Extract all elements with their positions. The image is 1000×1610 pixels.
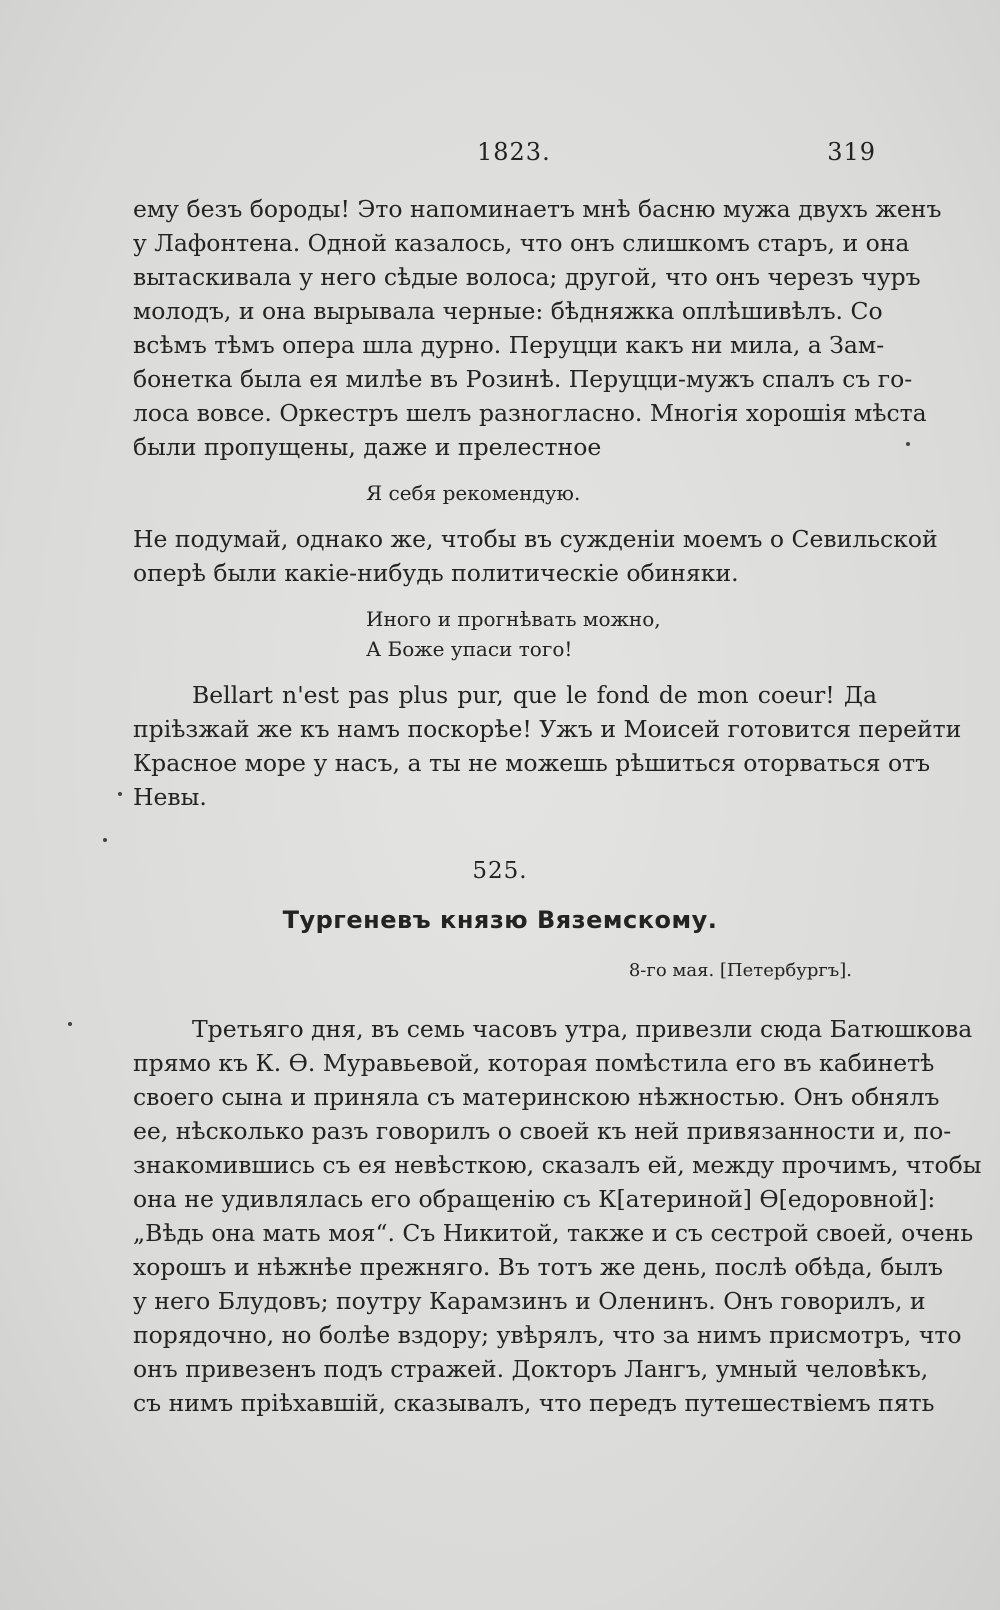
letter-number: 525.	[472, 858, 528, 884]
verse-line: А Боже упаси того!	[366, 637, 573, 661]
text-line: съ нимъ пріѣхавшій, сказывалъ, что передъ путешествіемъ пять	[133, 1389, 935, 1417]
text-line: были пропущены, даже и прелестное	[133, 433, 602, 461]
letter-title: Тургеневъ князю Вяземскому.	[282, 906, 718, 934]
ink-speck	[103, 838, 107, 842]
text-line: Bellart n'est pas plus pur, que le fond de mon coeur! Да	[192, 681, 877, 709]
text-line: молодъ, и она вырывала черные: бѣдняжка оплѣшивѣлъ. Со	[133, 297, 883, 325]
letter-date: 8-го мая. [Петербургъ].	[628, 960, 852, 981]
text-line: у него Блудовъ; поутру Карамзинъ и Оленинъ. Онъ говорилъ, и	[133, 1287, 926, 1315]
text-line: „Вѣдь она мать моя“. Съ Никитой, также и съ сестрой своей, очень	[133, 1219, 974, 1247]
text-line: онъ привезенъ подъ стражей. Докторъ Лангъ, умный человѣкъ,	[133, 1355, 929, 1383]
text-line: хорошъ и нѣжнѣе прежняго. Въ тотъ же день, послѣ обѣда, былъ	[133, 1253, 943, 1281]
ink-speck	[68, 1022, 72, 1026]
text-line: своего сына и приняла съ материнскою нѣжностью. Онъ обнялъ	[133, 1083, 940, 1111]
page-number: 319	[827, 138, 876, 166]
header-year: 1823.	[477, 138, 551, 166]
text-line: Не подумай, однако же, чтобы въ сужденіи моемъ о Севильской	[133, 525, 938, 553]
verse-line: Я себя рекомендую.	[366, 481, 581, 505]
text-line: оперѣ были какіе-нибудь политическіе обиняки.	[133, 559, 739, 587]
text-line: знакомившись съ ея невѣсткою, сказалъ ей, между прочимъ, чтобы	[133, 1151, 982, 1179]
text-line: ее, нѣсколько разъ говорилъ о своей къ ней привязанности и, по-	[133, 1117, 952, 1145]
text-line: порядочно, но болѣе вздору; увѣрялъ, что за нимъ присмотръ, что	[133, 1321, 962, 1349]
text-line: у Лафонтена. Одной казалось, что онъ слишкомъ старъ, и она	[133, 229, 910, 257]
text-line: всѣмъ тѣмъ опера шла дурно. Перуцци какъ ни мила, а Зам-	[133, 331, 885, 359]
running-header	[132, 138, 876, 172]
ink-speck	[906, 442, 910, 446]
text-line: ему безъ бороды! Это напоминаетъ мнѣ басню мужа двухъ женъ	[133, 195, 942, 223]
text-line: вытаскивала у него сѣдые волоса; другой, что онъ черезъ чуръ	[133, 263, 921, 291]
text-line: бонетка была ея милѣе въ Розинѣ. Перуцци-мужъ спалъ съ го-	[133, 365, 913, 393]
verse-line: Иного и прогнѣвать можно,	[366, 607, 661, 631]
text-line: Третьяго дня, въ семь часовъ утра, привезли сюда Батюшкова	[192, 1015, 973, 1043]
text-line: она не удивлялась его обращенію съ К[атериной] Ѳ[едоровной]:	[133, 1185, 936, 1213]
text-line: Невы.	[133, 783, 207, 811]
text-line: лоса вовсе. Оркестръ шелъ разногласно. Многія хорошія мѣста	[133, 399, 927, 427]
ink-speck	[118, 792, 122, 796]
text-line: Красное море у насъ, а ты не можешь рѣшиться оторваться отъ	[133, 749, 931, 777]
text-line: прямо къ К. Ѳ. Муравьевой, которая помѣстила его въ кабинетѣ	[133, 1049, 935, 1077]
text-line: пріѣзжай же къ намъ поскорѣе! Ужъ и Моисей готовится перейти	[133, 715, 962, 743]
